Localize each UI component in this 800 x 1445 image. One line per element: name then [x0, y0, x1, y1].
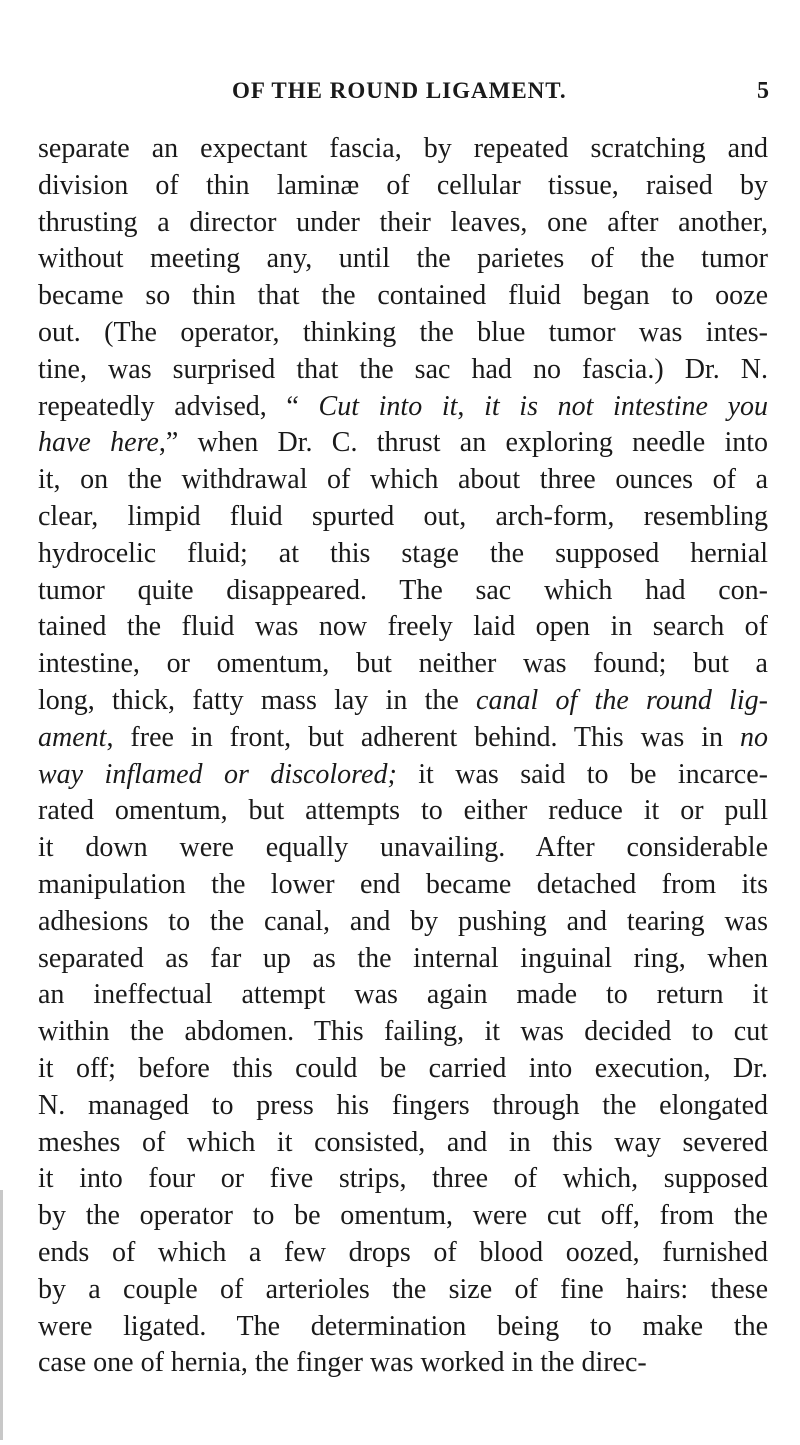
text-line: [38, 1014, 768, 1051]
text-run: tine, was surprised that the sac had no fascia.) Dr. N.: [38, 353, 768, 385]
text-run: division of thin laminæ of cellular tissue, raised by: [38, 169, 768, 201]
text-line: [38, 1235, 768, 1272]
running-head-title: OF THE ROUND LIGAMENT.: [232, 78, 567, 103]
text-run: case one of hernia, the finger was worked in the direc-: [38, 1347, 647, 1379]
page-number: 5: [757, 78, 769, 104]
text-line: [38, 168, 768, 205]
text-run: hydrocelic fluid; at this stage the supposed hernial: [38, 537, 768, 569]
text-run: intestine, or omentum, but neither was found; but a: [38, 648, 768, 680]
text-run: it down were equally unavailing. After considerable: [38, 832, 768, 864]
text-run: adhesions to the canal, and by pushing and tearing was: [38, 905, 768, 937]
text-line: [38, 977, 768, 1014]
text-line: [38, 1125, 768, 1162]
text-run: ,” when Dr. C. thrust an exploring needle into: [158, 427, 768, 459]
margin-mark: [0, 1190, 3, 1440]
text-run: repeatedly advised, “: [38, 390, 319, 422]
text-line: [38, 573, 768, 610]
text-run: ,: [457, 390, 485, 422]
text-line: [38, 205, 768, 242]
text-line: [38, 131, 768, 168]
italic-run: ament: [38, 721, 107, 753]
italic-run: way inflamed or discolored;: [38, 758, 397, 790]
text-line: [38, 1309, 768, 1346]
text-line: [38, 536, 768, 573]
text-line: [38, 609, 768, 646]
text-run: became so thin that the contained fluid began to ooze: [38, 280, 768, 312]
text-line: [38, 499, 768, 536]
text-line: [38, 1272, 768, 1309]
text-run: tumor quite disappeared. The sac which had con-: [38, 574, 768, 606]
italic-run: Cut into it: [318, 390, 458, 422]
text-line: [38, 352, 768, 389]
text-run: thrusting a director under their leaves, one after another,: [38, 206, 768, 238]
text-line: [38, 462, 768, 499]
text-run: clear, limpid fluid spurted out, arch-form, resembling: [38, 500, 768, 532]
italic-run: no: [740, 721, 768, 753]
text-line: [38, 389, 768, 426]
text-line: [38, 683, 768, 720]
text-line: [38, 425, 768, 462]
text-line: [38, 1088, 768, 1125]
text-run: it, on the withdrawal of which about three ounces of a: [38, 464, 768, 496]
text-line: [38, 757, 768, 794]
text-run: without meeting any, until the parietes of the tumor: [38, 243, 768, 275]
text-line: [38, 646, 768, 683]
text-run: meshes of which it consisted, and in this way severed: [38, 1126, 768, 1158]
text-line: [38, 941, 768, 978]
italic-run: canal of the round lig-: [476, 684, 768, 716]
text-run: out. (The operator, thinking the blue tumor was intes-: [38, 316, 768, 348]
text-line: [38, 241, 768, 278]
text-run: separate an expectant fascia, by repeated scratching and: [38, 133, 768, 164]
text-line: [38, 278, 768, 315]
text-line: [38, 1345, 768, 1382]
text-line: [38, 1161, 768, 1198]
running-head: [0, 78, 800, 118]
text-run: it off; before this could be carried into execution, Dr.: [38, 1052, 768, 1084]
text-run: it into four or five strips, three of which, supposed: [38, 1163, 768, 1195]
text-line: [38, 904, 768, 941]
text-line: [38, 1198, 768, 1235]
text-run: it was said to be incarce-: [396, 758, 768, 790]
text-line: [38, 830, 768, 867]
italic-run: it is not intestine you: [484, 390, 769, 422]
text-run: , free in front, but adherent behind. This was in: [106, 721, 740, 753]
text-run: by a couple of arterioles the size of fine hairs: these: [38, 1273, 768, 1305]
text-run: separated as far up as the internal inguinal ring, when: [38, 942, 768, 974]
italic-run: have here: [38, 427, 159, 459]
text-run: by the operator to be omentum, were cut off, from the: [38, 1200, 768, 1232]
text-line: [38, 720, 768, 757]
text-run: long, thick, fatty mass lay in the: [38, 684, 477, 716]
text-line: [38, 315, 768, 352]
text-run: tained the fluid was now freely laid open in search of: [38, 611, 768, 643]
text-run: ends of which a few drops of blood oozed, furnished: [38, 1236, 768, 1268]
text-run: were ligated. The determination being to make the: [38, 1310, 768, 1342]
body-text: [38, 131, 768, 1382]
text-run: rated omentum, but attempts to either reduce it or pull: [38, 795, 768, 827]
text-line: [38, 793, 768, 830]
text-run: within the abdomen. This failing, it was decided to cut: [38, 1016, 768, 1048]
text-line: [38, 1051, 768, 1088]
text-run: manipulation the lower end became detached from its: [38, 868, 768, 900]
text-line: [38, 867, 768, 904]
text-run: N. managed to press his fingers through the elongated: [38, 1089, 768, 1121]
text-run: an ineffectual attempt was again made to return it: [38, 979, 768, 1011]
